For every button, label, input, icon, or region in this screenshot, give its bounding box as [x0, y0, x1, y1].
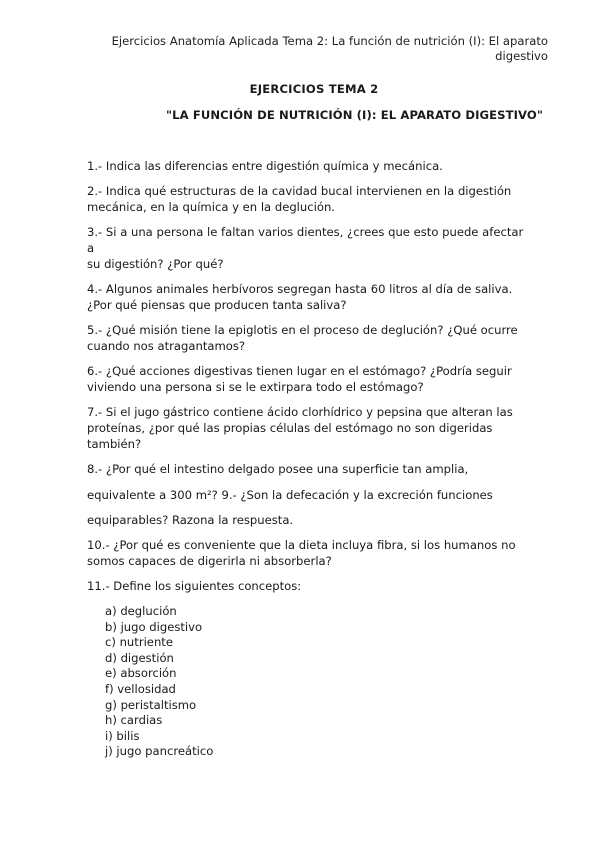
question-text: 1.- Indica las diferencias entre digestión química y mecánica. [87, 159, 443, 173]
question-text: 10.- ¿Por qué es conveniente que la dieta incluya fibra, si los humanos no [87, 538, 516, 552]
list-item: h) cardias [105, 713, 163, 728]
list-item: a) deglución [105, 604, 177, 618]
running-header-line-1: Ejercicios Anatomía Aplicada Tema 2: La función de nutrición (I): El aparato [111, 34, 548, 48]
question-4 [87, 281, 527, 313]
question-text: proteínas, ¿por qué las propias células del estómago no son digeridas [87, 421, 493, 435]
list-item: c) nutriente [105, 635, 173, 650]
running-header-line-2: digestivo [495, 49, 548, 63]
question-text: 11.- Define los siguientes conceptos: [87, 579, 302, 593]
document-subtitle: "LA FUNCIÓN DE NUTRICIÓN (I): EL APARATO DIGESTIVO" [166, 108, 543, 122]
question-text: somos capaces de digerirla ni absorberla? [87, 554, 332, 568]
question-3 [87, 224, 527, 272]
question-text: cuando nos atragantamos? [87, 339, 246, 353]
running-header [108, 34, 548, 64]
question-1 [87, 158, 527, 174]
list-item: d) digestión [105, 650, 174, 665]
question-text: viviendo una persona si se le extirpara todo el estómago? [87, 380, 424, 394]
question-2 [87, 183, 527, 215]
question-8-9 [87, 461, 527, 528]
question-6 [87, 363, 527, 395]
line-gap [87, 477, 527, 487]
list-item: f) vellosidad [105, 681, 176, 696]
question-text: 7.- Si el jugo gástrico contiene ácido clorhídrico y pepsina que alteran las [87, 405, 513, 419]
question-text: ¿Por qué piensas que producen tanta saliva? [87, 298, 347, 312]
question-text: también? [87, 437, 142, 451]
list-item: j) jugo pancreático [105, 744, 214, 759]
question-7 [87, 404, 527, 452]
question-10 [87, 537, 527, 569]
question-text: 5.- ¿Qué misión tiene la epiglotis en el proceso de deglución? ¿Qué ocurre [87, 323, 518, 337]
list-item: g) peristaltismo [105, 697, 197, 712]
line-gap [87, 503, 527, 512]
document-title: EJERCICIOS TEMA 2 [249, 82, 379, 96]
question-text: 2.- Indica qué estructuras de la cavidad bucal intervienen en la digestión [87, 184, 512, 198]
list-item: e) absorción [105, 666, 177, 681]
question-text: 4.- Algunos animales herbívoros segregan hasta 60 litros al día de saliva. [87, 282, 513, 296]
question-text: 3.- Si a una persona le faltan varios dientes, ¿crees que esto puede afectar a [87, 225, 524, 255]
concept-list [105, 604, 527, 760]
question-text: 8.- ¿Por qué el intestino delgado posee una superficie tan amplia, [87, 462, 469, 476]
question-5 [87, 322, 527, 354]
question-text: mecánica, en la química y en la deglución. [87, 200, 335, 214]
question-list [87, 158, 527, 769]
list-item: i) bilis [105, 728, 140, 743]
question-text: equivalente a 300 m²? 9.- ¿Son la defecación y la excreción funciones [87, 488, 493, 502]
list-item: b) jugo digestivo [105, 619, 203, 634]
question-text: su digestión? ¿Por qué? [87, 257, 224, 271]
question-text: equiparables? Razona la respuesta. [87, 513, 294, 527]
question-11 [87, 578, 527, 760]
question-text: 6.- ¿Qué acciones digestivas tienen lugar en el estómago? ¿Podría seguir [87, 364, 512, 378]
